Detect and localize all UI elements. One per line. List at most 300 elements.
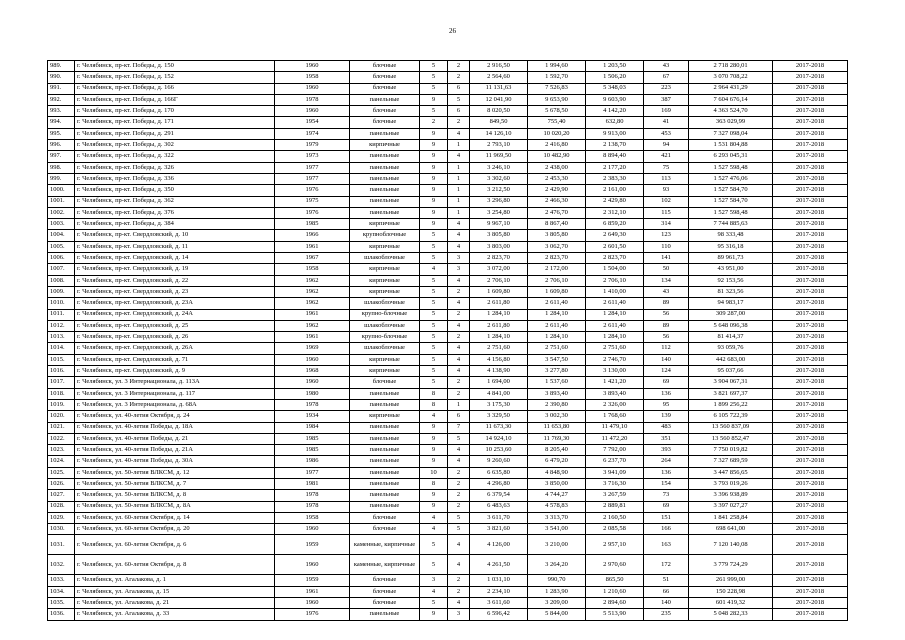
floors-cell: 5 [420,230,448,241]
residential-area-cell: 2 706,10 [586,275,644,286]
repair-period-cell: 2017-2018 [773,535,848,555]
year-built-cell: 1954 [275,117,350,128]
living-area-cell: 3 313,70 [528,512,586,523]
year-built-cell: 1977 [275,162,350,173]
table-row [48,512,848,523]
repair-cost-cell: 363 029,99 [689,117,773,128]
row-number-cell: 1035. [48,598,75,609]
wall-material-cell: кирпичные [350,354,420,365]
living-area-cell: 1 284,10 [528,309,586,320]
floors-cell: 2 [420,117,448,128]
row-number-cell: 1021. [48,422,75,433]
table-row [48,467,848,478]
repair-cost-cell: 5 048 282,33 [689,609,773,620]
repair-period-cell: 2017-2018 [773,411,848,422]
repair-period-cell: 2017-2018 [773,501,848,512]
address-cell: г. Челябинск, пр-кт. Победы, д. 302 [75,140,275,151]
entrances-cell: 2 [448,586,470,597]
floors-cell: 9 [420,501,448,512]
total-area-cell: 1 694,00 [470,377,528,388]
row-number-cell: 1010. [48,298,75,309]
wall-material-cell: панельные [350,196,420,207]
entrances-cell: 4 [448,298,470,309]
residential-area-cell: 3 267,59 [586,490,644,501]
row-number-cell: 1022. [48,433,75,444]
address-cell: г. Челябинск, ул. 50-летия ВЛКСМ, д. 8 [75,490,275,501]
wall-material-cell: блочные [350,377,420,388]
repair-period-cell: 2017-2018 [773,253,848,264]
table-row [48,343,848,354]
year-built-cell: 1960 [275,83,350,94]
year-built-cell: 1985 [275,445,350,456]
residents-cell: 51 [644,575,689,586]
year-built-cell: 1978 [275,94,350,105]
residential-area-cell: 9 913,00 [586,128,644,139]
floors-cell: 5 [420,354,448,365]
residents-cell: 43 [644,286,689,297]
residential-area-cell: 2 160,50 [586,512,644,523]
year-built-cell: 1969 [275,343,350,354]
repair-period-cell: 2017-2018 [773,433,848,444]
wall-material-cell: кирпичные [350,275,420,286]
residents-cell: 66 [644,586,689,597]
residential-area-cell: 2 383,30 [586,173,644,184]
total-area-cell: 3 803,00 [470,241,528,252]
row-number-cell: 1009. [48,286,75,297]
residents-cell: 123 [644,230,689,241]
address-cell: г. Челябинск, ул. 3 Интернационала, д. 117 [75,388,275,399]
table-row [48,377,848,388]
living-area-cell: 2 476,70 [528,207,586,218]
table-row [48,162,848,173]
row-number-cell: 1005. [48,241,75,252]
year-built-cell: 1974 [275,128,350,139]
year-built-cell: 1961 [275,332,350,343]
total-area-cell: 14 126,10 [470,128,528,139]
total-area-cell: 3 611,70 [470,512,528,523]
table-row [48,298,848,309]
repair-period-cell: 2017-2018 [773,366,848,377]
residents-cell: 113 [644,173,689,184]
address-cell: г. Челябинск, пр-кт. Свердловский, д. 26А [75,343,275,354]
residents-cell: 151 [644,512,689,523]
wall-material-cell: блочные [350,575,420,586]
wall-material-cell: панельные [350,94,420,105]
residential-area-cell: 2 161,00 [586,185,644,196]
residents-cell: 41 [644,117,689,128]
floors-cell: 5 [420,286,448,297]
residential-area-cell: 3 893,40 [586,388,644,399]
table-row [48,207,848,218]
repair-period-cell: 2017-2018 [773,230,848,241]
table-row [48,241,848,252]
wall-material-cell: панельные [350,162,420,173]
address-cell: г. Челябинск, пр-кт. Победы, д. 350 [75,185,275,196]
entrances-cell: 4 [448,535,470,555]
living-area-cell: 1 592,70 [528,72,586,83]
row-number-cell: 1027. [48,490,75,501]
year-built-cell: 1967 [275,253,350,264]
entrances-cell: 4 [448,445,470,456]
residents-cell: 483 [644,422,689,433]
table-row [48,598,848,609]
total-area-cell: 14 924,10 [470,433,528,444]
living-area-cell: 7 526,83 [528,83,586,94]
table-row [48,478,848,489]
year-built-cell: 1976 [275,609,350,620]
repair-period-cell: 2017-2018 [773,207,848,218]
repair-cost-cell: 1 527 598,48 [689,162,773,173]
row-number-cell: 1034. [48,586,75,597]
residents-cell: 115 [644,207,689,218]
residential-area-cell: 1 203,50 [586,61,644,72]
residential-area-cell: 6 859,20 [586,219,644,230]
wall-material-cell: панельные [350,185,420,196]
address-cell: г. Челябинск, пр-кт. Свердловский, д. 14 [75,253,275,264]
wall-material-cell: кирпичные [350,286,420,297]
year-built-cell: 1934 [275,411,350,422]
wall-material-cell: панельные [350,456,420,467]
wall-material-cell: панельные [350,609,420,620]
repair-period-cell: 2017-2018 [773,309,848,320]
row-number-cell: 991. [48,83,75,94]
year-built-cell: 1959 [275,535,350,555]
floors-cell: 5 [420,535,448,555]
residents-cell: 67 [644,72,689,83]
residents-cell: 141 [644,253,689,264]
total-area-cell: 6 635,80 [470,467,528,478]
entrances-cell: 4 [448,456,470,467]
address-cell: г. Челябинск, пр-кт. Свердловский, д. 22 [75,275,275,286]
row-number-cell: 1032. [48,555,75,575]
table-row [48,196,848,207]
table-row [48,422,848,433]
address-cell: г. Челябинск, пр-кт. Победы, д. 384 [75,219,275,230]
floors-cell: 10 [420,467,448,478]
year-built-cell: 1961 [275,241,350,252]
row-number-cell: 1007. [48,264,75,275]
entrances-cell: 2 [448,332,470,343]
address-cell: г. Челябинск, пр-кт. Свердловский, д. 25 [75,320,275,331]
repair-cost-cell: 3 447 856,65 [689,467,773,478]
year-built-cell: 1961 [275,586,350,597]
repair-cost-cell: 150 228,98 [689,586,773,597]
wall-material-cell: блочные [350,61,420,72]
address-cell: г. Челябинск, ул. 60-летия Октября, д. 20 [75,524,275,535]
floors-cell: 8 [420,399,448,410]
residents-cell: 169 [644,106,689,117]
table-row [48,445,848,456]
entrances-cell: 6 [448,411,470,422]
row-number-cell: 1031. [48,535,75,555]
floors-cell: 9 [420,128,448,139]
total-area-cell: 1 284,10 [470,309,528,320]
repair-cost-cell: 7 120 140,08 [689,535,773,555]
address-cell: г. Челябинск, ул. 3 Интернационала, д. 68А [75,399,275,410]
repair-cost-cell: 309 287,00 [689,309,773,320]
repair-cost-cell: 95 316,18 [689,241,773,252]
floors-cell: 5 [420,309,448,320]
residential-area-cell: 1 768,60 [586,411,644,422]
table-row [48,354,848,365]
entrances-cell: 5 [448,512,470,523]
floors-cell: 9 [420,94,448,105]
repair-period-cell: 2017-2018 [773,286,848,297]
residential-area-cell: 2 823,70 [586,253,644,264]
year-built-cell: 1979 [275,140,350,151]
row-number-cell: 999. [48,173,75,184]
living-area-cell: 990,70 [528,575,586,586]
address-cell: г. Челябинск, ул. 60-летия Октября, д. 6 [75,535,275,555]
year-built-cell: 1976 [275,207,350,218]
repair-cost-cell: 7 327 098,04 [689,128,773,139]
table-row [48,501,848,512]
residents-cell: 163 [644,535,689,555]
wall-material-cell: панельные [350,445,420,456]
repair-period-cell: 2017-2018 [773,388,848,399]
table-row [48,286,848,297]
floors-cell: 9 [420,162,448,173]
repair-cost-cell: 261 999,00 [689,575,773,586]
entrances-cell: 2 [448,478,470,489]
table-row [48,586,848,597]
total-area-cell: 2 611,80 [470,320,528,331]
residential-area-cell: 6 237,70 [586,456,644,467]
entrances-cell: 4 [448,219,470,230]
wall-material-cell: блочные [350,512,420,523]
year-built-cell: 1966 [275,230,350,241]
residents-cell: 140 [644,598,689,609]
living-area-cell: 10 020,20 [528,128,586,139]
repair-period-cell: 2017-2018 [773,609,848,620]
residents-cell: 421 [644,151,689,162]
repair-period-cell: 2017-2018 [773,83,848,94]
repair-cost-cell: 89 961,73 [689,253,773,264]
wall-material-cell: шлакоблочные [350,343,420,354]
wall-material-cell: панельные [350,478,420,489]
wall-material-cell: каменные, кирпичные [350,535,420,555]
total-area-cell: 2 793,10 [470,140,528,151]
residents-cell: 351 [644,433,689,444]
residents-cell: 166 [644,524,689,535]
residential-area-cell: 2 611,40 [586,298,644,309]
floors-cell: 4 [420,411,448,422]
total-area-cell: 10 253,60 [470,445,528,456]
address-cell: г. Челябинск, пр-кт. Свердловский, д. 23А [75,298,275,309]
residential-area-cell: 2 138,70 [586,140,644,151]
wall-material-cell: шлакоблочные [350,320,420,331]
total-area-cell: 3 296,80 [470,196,528,207]
entrances-cell: 5 [448,94,470,105]
total-area-cell: 1 284,10 [470,332,528,343]
living-area-cell: 11 653,80 [528,422,586,433]
residential-area-cell: 2 177,20 [586,162,644,173]
year-built-cell: 1981 [275,478,350,489]
table-row [48,83,848,94]
floors-cell: 9 [420,422,448,433]
row-number-cell: 994. [48,117,75,128]
entrances-cell: 2 [448,72,470,83]
wall-material-cell: блочные [350,117,420,128]
total-area-cell: 2 234,10 [470,586,528,597]
repair-cost-cell: 1 531 804,88 [689,140,773,151]
year-built-cell: 1960 [275,61,350,72]
year-built-cell: 1960 [275,524,350,535]
year-built-cell: 1960 [275,377,350,388]
total-area-cell: 3 329,50 [470,411,528,422]
address-cell: г. Челябинск, пр-кт. Победы, д. 152 [75,72,275,83]
repair-period-cell: 2017-2018 [773,264,848,275]
registry-body [48,61,848,621]
living-area-cell: 3 541,00 [528,524,586,535]
address-cell: г. Челябинск, ул. 50-летия ВЛКСМ, д. 7 [75,478,275,489]
residents-cell: 387 [644,94,689,105]
repair-cost-cell: 5 648 096,38 [689,320,773,331]
address-cell: г. Челябинск, ул. 40-летия Победы, д. 18А [75,422,275,433]
living-area-cell: 3 850,00 [528,478,586,489]
repair-cost-cell: 92 153,56 [689,275,773,286]
residential-area-cell: 2 611,40 [586,320,644,331]
residential-area-cell: 2 957,10 [586,535,644,555]
year-built-cell: 1976 [275,185,350,196]
total-area-cell: 3 212,50 [470,185,528,196]
floors-cell: 5 [420,83,448,94]
repair-period-cell: 2017-2018 [773,61,848,72]
floors-cell: 5 [420,298,448,309]
address-cell: г. Челябинск, ул. Агалакова, д. 21 [75,598,275,609]
living-area-cell: 1 609,80 [528,286,586,297]
residential-area-cell: 865,50 [586,575,644,586]
living-area-cell: 6 479,20 [528,456,586,467]
living-area-cell: 2 438,00 [528,162,586,173]
address-cell: г. Челябинск, пр-кт. Свердловский, д. 26 [75,332,275,343]
floors-cell: 8 [420,478,448,489]
living-area-cell: 11 769,30 [528,433,586,444]
floors-cell: 9 [420,207,448,218]
floors-cell: 5 [420,241,448,252]
total-area-cell: 2 564,60 [470,72,528,83]
repair-period-cell: 2017-2018 [773,490,848,501]
entrances-cell: 3 [448,609,470,620]
repair-cost-cell: 3 070 708,22 [689,72,773,83]
residential-area-cell: 2 601,50 [586,241,644,252]
year-built-cell: 1960 [275,555,350,575]
entrances-cell: 3 [448,264,470,275]
entrances-cell: 4 [448,343,470,354]
floors-cell: 9 [420,433,448,444]
wall-material-cell: каменные, кирпичные [350,555,420,575]
table-row [48,456,848,467]
residents-cell: 102 [644,196,689,207]
entrances-cell: 2 [448,286,470,297]
repair-period-cell: 2017-2018 [773,320,848,331]
residents-cell: 112 [644,343,689,354]
living-area-cell: 3 547,50 [528,354,586,365]
year-built-cell: 1978 [275,490,350,501]
total-area-cell: 3 072,00 [470,264,528,275]
repair-cost-cell: 3 793 019,26 [689,478,773,489]
year-built-cell: 1960 [275,106,350,117]
repair-cost-cell: 81 414,37 [689,332,773,343]
row-number-cell: 1023. [48,445,75,456]
residents-cell: 56 [644,309,689,320]
floors-cell: 5 [420,377,448,388]
total-area-cell: 4 126,00 [470,535,528,555]
row-number-cell: 1013. [48,332,75,343]
row-number-cell: 998. [48,162,75,173]
residential-area-cell: 11 479,10 [586,422,644,433]
repair-cost-cell: 1 527 476,06 [689,173,773,184]
residential-area-cell: 3 716,30 [586,478,644,489]
year-built-cell: 1958 [275,264,350,275]
row-number-cell: 1006. [48,253,75,264]
floors-cell: 4 [420,264,448,275]
living-area-cell: 3 805,80 [528,230,586,241]
repair-period-cell: 2017-2018 [773,555,848,575]
wall-material-cell: крупно-блочные [350,309,420,320]
residents-cell: 172 [644,555,689,575]
residents-cell: 94 [644,140,689,151]
repair-cost-cell: 7 327 689,59 [689,456,773,467]
living-area-cell: 9 653,90 [528,94,586,105]
total-area-cell: 1 609,80 [470,286,528,297]
total-area-cell: 11 131,63 [470,83,528,94]
repair-period-cell: 2017-2018 [773,241,848,252]
row-number-cell: 1028. [48,501,75,512]
address-cell: г. Челябинск, пр-кт. Свердловский, д. 11 [75,241,275,252]
repair-cost-cell: 93 059,76 [689,343,773,354]
address-cell: г. Челябинск, ул. 40-летия Победы, д. 21 [75,433,275,444]
residential-area-cell: 2 085,58 [586,524,644,535]
repair-cost-cell: 1 527 598,48 [689,207,773,218]
row-number-cell: 993. [48,106,75,117]
living-area-cell: 1 283,90 [528,586,586,597]
wall-material-cell: шлакоблочные [350,253,420,264]
wall-material-cell: кирпичные [350,411,420,422]
table-row [48,140,848,151]
repair-period-cell: 2017-2018 [773,354,848,365]
repair-period-cell: 2017-2018 [773,196,848,207]
row-number-cell: 1000. [48,185,75,196]
living-area-cell: 4 848,90 [528,467,586,478]
residential-area-cell: 2 746,70 [586,354,644,365]
row-number-cell: 1016. [48,366,75,377]
year-built-cell: 1962 [275,298,350,309]
residential-area-cell: 2 326,00 [586,399,644,410]
table-row [48,230,848,241]
repair-cost-cell: 3 821 697,37 [689,388,773,399]
living-area-cell: 3 062,70 [528,241,586,252]
residents-cell: 124 [644,366,689,377]
residential-area-cell: 1 504,00 [586,264,644,275]
total-area-cell: 8 020,50 [470,106,528,117]
entrances-cell: 4 [448,366,470,377]
residential-area-cell: 2 894,60 [586,598,644,609]
residential-area-cell: 7 792,00 [586,445,644,456]
residents-cell: 134 [644,275,689,286]
residential-area-cell: 9 603,90 [586,94,644,105]
wall-material-cell: панельные [350,128,420,139]
total-area-cell: 849,50 [470,117,528,128]
row-number-cell: 1018. [48,388,75,399]
repair-cost-cell: 3 396 938,89 [689,490,773,501]
entrances-cell: 2 [448,117,470,128]
wall-material-cell: блочные [350,586,420,597]
year-built-cell: 1985 [275,433,350,444]
living-area-cell: 2 416,80 [528,140,586,151]
entrances-cell: 6 [448,83,470,94]
floors-cell: 5 [420,320,448,331]
